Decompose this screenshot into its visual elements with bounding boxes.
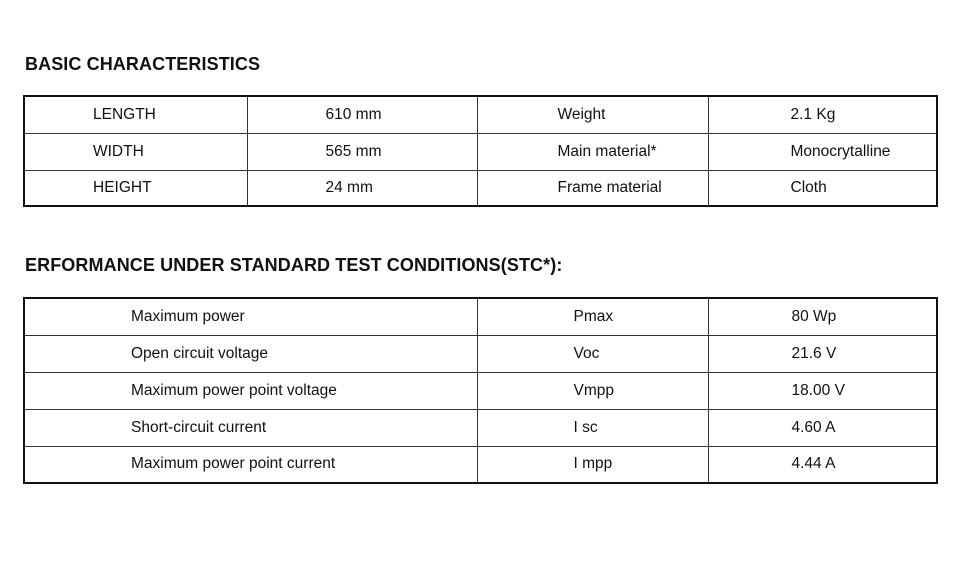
spec-label: LENGTH <box>24 96 247 133</box>
basic-characteristics-heading: BASIC CHARACTERISTICS <box>25 54 261 74</box>
spec-value: Monocrytalline <box>708 133 937 170</box>
spec-label: WIDTH <box>24 133 247 170</box>
parameter-symbol: Vmpp <box>477 372 708 409</box>
parameter-symbol: Voc <box>477 335 708 372</box>
spec-value: 2.1 Kg <box>708 96 937 133</box>
performance-heading: ERFORMANCE UNDER STANDARD TEST CONDITIONS(STC*): <box>25 255 563 275</box>
table-row <box>24 96 937 133</box>
parameter-value: 18.00 V <box>708 372 937 409</box>
spec-value: 24 mm <box>247 170 477 206</box>
table-row <box>24 372 937 409</box>
parameter-symbol: I mpp <box>477 446 708 483</box>
parameter-label: Maximum power <box>24 298 477 335</box>
parameter-label: Maximum power point voltage <box>24 372 477 409</box>
spec-value: Cloth <box>708 170 937 206</box>
spec-label: Frame material <box>477 170 708 206</box>
table-row <box>24 335 937 372</box>
parameter-label: Open circuit voltage <box>24 335 477 372</box>
parameter-value: 80 Wp <box>708 298 937 335</box>
table-row <box>24 298 937 335</box>
parameter-value: 4.44 A <box>708 446 937 483</box>
basic-characteristics-table <box>23 95 938 207</box>
spec-label: Weight <box>477 96 708 133</box>
table-row <box>24 446 937 483</box>
spec-label: HEIGHT <box>24 170 247 206</box>
parameter-value: 21.6 V <box>708 335 937 372</box>
spec-value: 610 mm <box>247 96 477 133</box>
table-row <box>24 133 937 170</box>
spec-value: 565 mm <box>247 133 477 170</box>
table-row <box>24 409 937 446</box>
table-row <box>24 170 937 206</box>
performance-table <box>23 297 938 484</box>
parameter-label: Maximum power point current <box>24 446 477 483</box>
spec-label: Main material* <box>477 133 708 170</box>
parameter-symbol: Pmax <box>477 298 708 335</box>
parameter-symbol: I sc <box>477 409 708 446</box>
parameter-label: Short-circuit current <box>24 409 477 446</box>
parameter-value: 4.60 A <box>708 409 937 446</box>
